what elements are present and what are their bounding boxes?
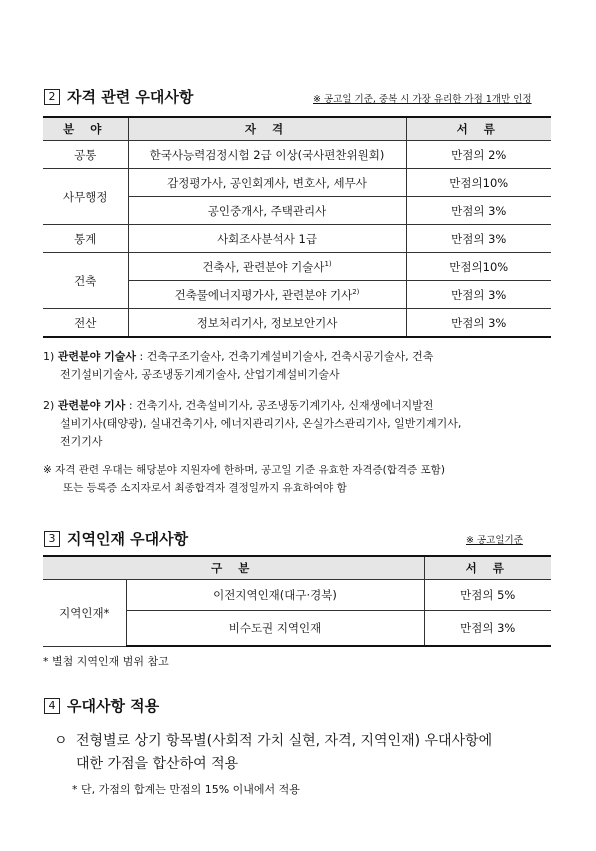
- footnote-2-term: 관련분야 기사: [57, 399, 126, 412]
- footnote-1-line2: 전기설비기술사, 공조냉동기계기술사, 산업기계설비기술사: [60, 368, 340, 381]
- section2-title-text: 자격 관련 우대사항: [67, 88, 194, 106]
- regional-table: [43, 555, 551, 647]
- section2-note: ※ 공고일 기준, 중복 시 가장 유리한 가점 1개만 인정: [313, 94, 532, 105]
- header-document: 서 류: [406, 117, 551, 141]
- footnote-3: [43, 461, 563, 497]
- section3-title-text: 지역인재 우대사항: [67, 530, 189, 548]
- header-category: 구 분: [43, 556, 424, 580]
- qualification-cell: 공인중개사, 주택관리사: [128, 197, 406, 225]
- footnote-2-line3: 전기기사: [60, 435, 103, 448]
- field-cell: 전산: [43, 309, 128, 338]
- footnote-2: [43, 397, 563, 451]
- section4-line2: 대한 가점을 합산하여 적용: [76, 756, 239, 772]
- section3-footnote: * 별첨 지역인재 범위 참고: [43, 655, 169, 668]
- qualification-text: 건축사, 관련분야 기술사: [202, 259, 325, 274]
- section2-number: 2: [44, 89, 60, 105]
- section4-title-text: 우대사항 적용: [67, 697, 160, 715]
- footnote-2-line1: : 건축기사, 건축설비기사, 공조냉동기계기사, 신재생에너지발전: [125, 399, 434, 412]
- group-label-cell: 지역인재*: [43, 580, 126, 647]
- qualification-cell: 한국사능력검정시험 2급 이상(국사편찬위원회): [128, 141, 406, 169]
- section3-number: 3: [44, 531, 60, 547]
- document-cell: 만점의10%: [406, 169, 551, 197]
- table-row: [43, 309, 551, 338]
- footnote-2-line2: 설비기사(태양광), 실내건축기사, 에너지관리기사, 온실가스관리기사, 일반기계기사,: [60, 417, 462, 430]
- document-cell: 만점의 3%: [406, 281, 551, 309]
- qualification-text: 건축물에너지평가사, 관련분야 기사: [174, 287, 353, 302]
- section2-title: [44, 86, 193, 107]
- section4-bullet: [54, 730, 574, 776]
- qualification-table: [43, 116, 551, 338]
- document-cell: 만점의 3%: [406, 225, 551, 253]
- footnote-1-num: 1): [43, 350, 55, 363]
- footnote-1-line1: : 건축구조기술사, 건축기계설비기술사, 건축시공기술사, 건축: [136, 350, 434, 363]
- bullet-mark: ㅇ: [54, 733, 68, 749]
- document-cell: 만점의 3%: [406, 197, 551, 225]
- section4-title: [44, 695, 159, 716]
- document-cell: 만점의10%: [406, 253, 551, 281]
- footnote-3-mark: ※: [43, 464, 52, 476]
- document-cell: 만점의 2%: [406, 141, 551, 169]
- qualification-cell: 사회조사분석사 1급: [128, 225, 406, 253]
- section4-line1: 전형별로 상기 항목별(사회적 가치 실현, 자격, 지역인재) 우대사항에: [76, 733, 493, 749]
- header-field: 분 야: [43, 117, 128, 141]
- header-document: 서 류: [424, 556, 551, 580]
- qualification-cell: 정보처리기사, 정보보안기사: [128, 309, 406, 338]
- qualification-cell: 감정평가사, 공인회계사, 변호사, 세무사: [128, 169, 406, 197]
- footnote-1: [43, 348, 563, 384]
- table-row: [43, 169, 551, 197]
- section3-note: ※ 공고일기준: [466, 535, 523, 546]
- footnote-1-term: 관련분야 기술사: [57, 350, 137, 363]
- footnote-3-line1: 자격 관련 우대는 해당분야 지원자에 한하며, 공고일 기준 유효한 자격증(합격증 포함): [55, 464, 445, 476]
- footnote-ref: 1): [324, 259, 332, 268]
- category-cell: 이전지역인재(대구·경북): [126, 580, 424, 611]
- field-cell: 공통: [43, 141, 128, 169]
- section4-subnote: * 단, 가점의 합계는 만점의 15% 이내에서 적용: [72, 783, 300, 796]
- field-cell: 통계: [43, 225, 128, 253]
- footnote-2-num: 2): [43, 399, 55, 412]
- document-cell: 만점의 3%: [406, 309, 551, 338]
- field-cell: 사무행정: [43, 169, 128, 225]
- footnote-ref: 2): [352, 287, 360, 296]
- qualification-cell: [128, 281, 406, 309]
- qualification-cell: [128, 253, 406, 281]
- section3-title: [44, 528, 188, 549]
- table-row: [43, 141, 551, 169]
- field-cell: 건축: [43, 253, 128, 309]
- document-cell: 만점의 3%: [424, 611, 551, 647]
- table-row: [43, 225, 551, 253]
- table-row: [43, 580, 551, 611]
- section4-number: 4: [44, 698, 60, 714]
- category-cell: 비수도권 지역인재: [126, 611, 424, 647]
- table-row: [43, 253, 551, 281]
- footnote-3-line2: 또는 등록증 소지자로서 최종합격자 결정일까지 유효하여야 함: [63, 482, 347, 494]
- header-qualification: 자 격: [128, 117, 406, 141]
- document-cell: 만점의 5%: [424, 580, 551, 611]
